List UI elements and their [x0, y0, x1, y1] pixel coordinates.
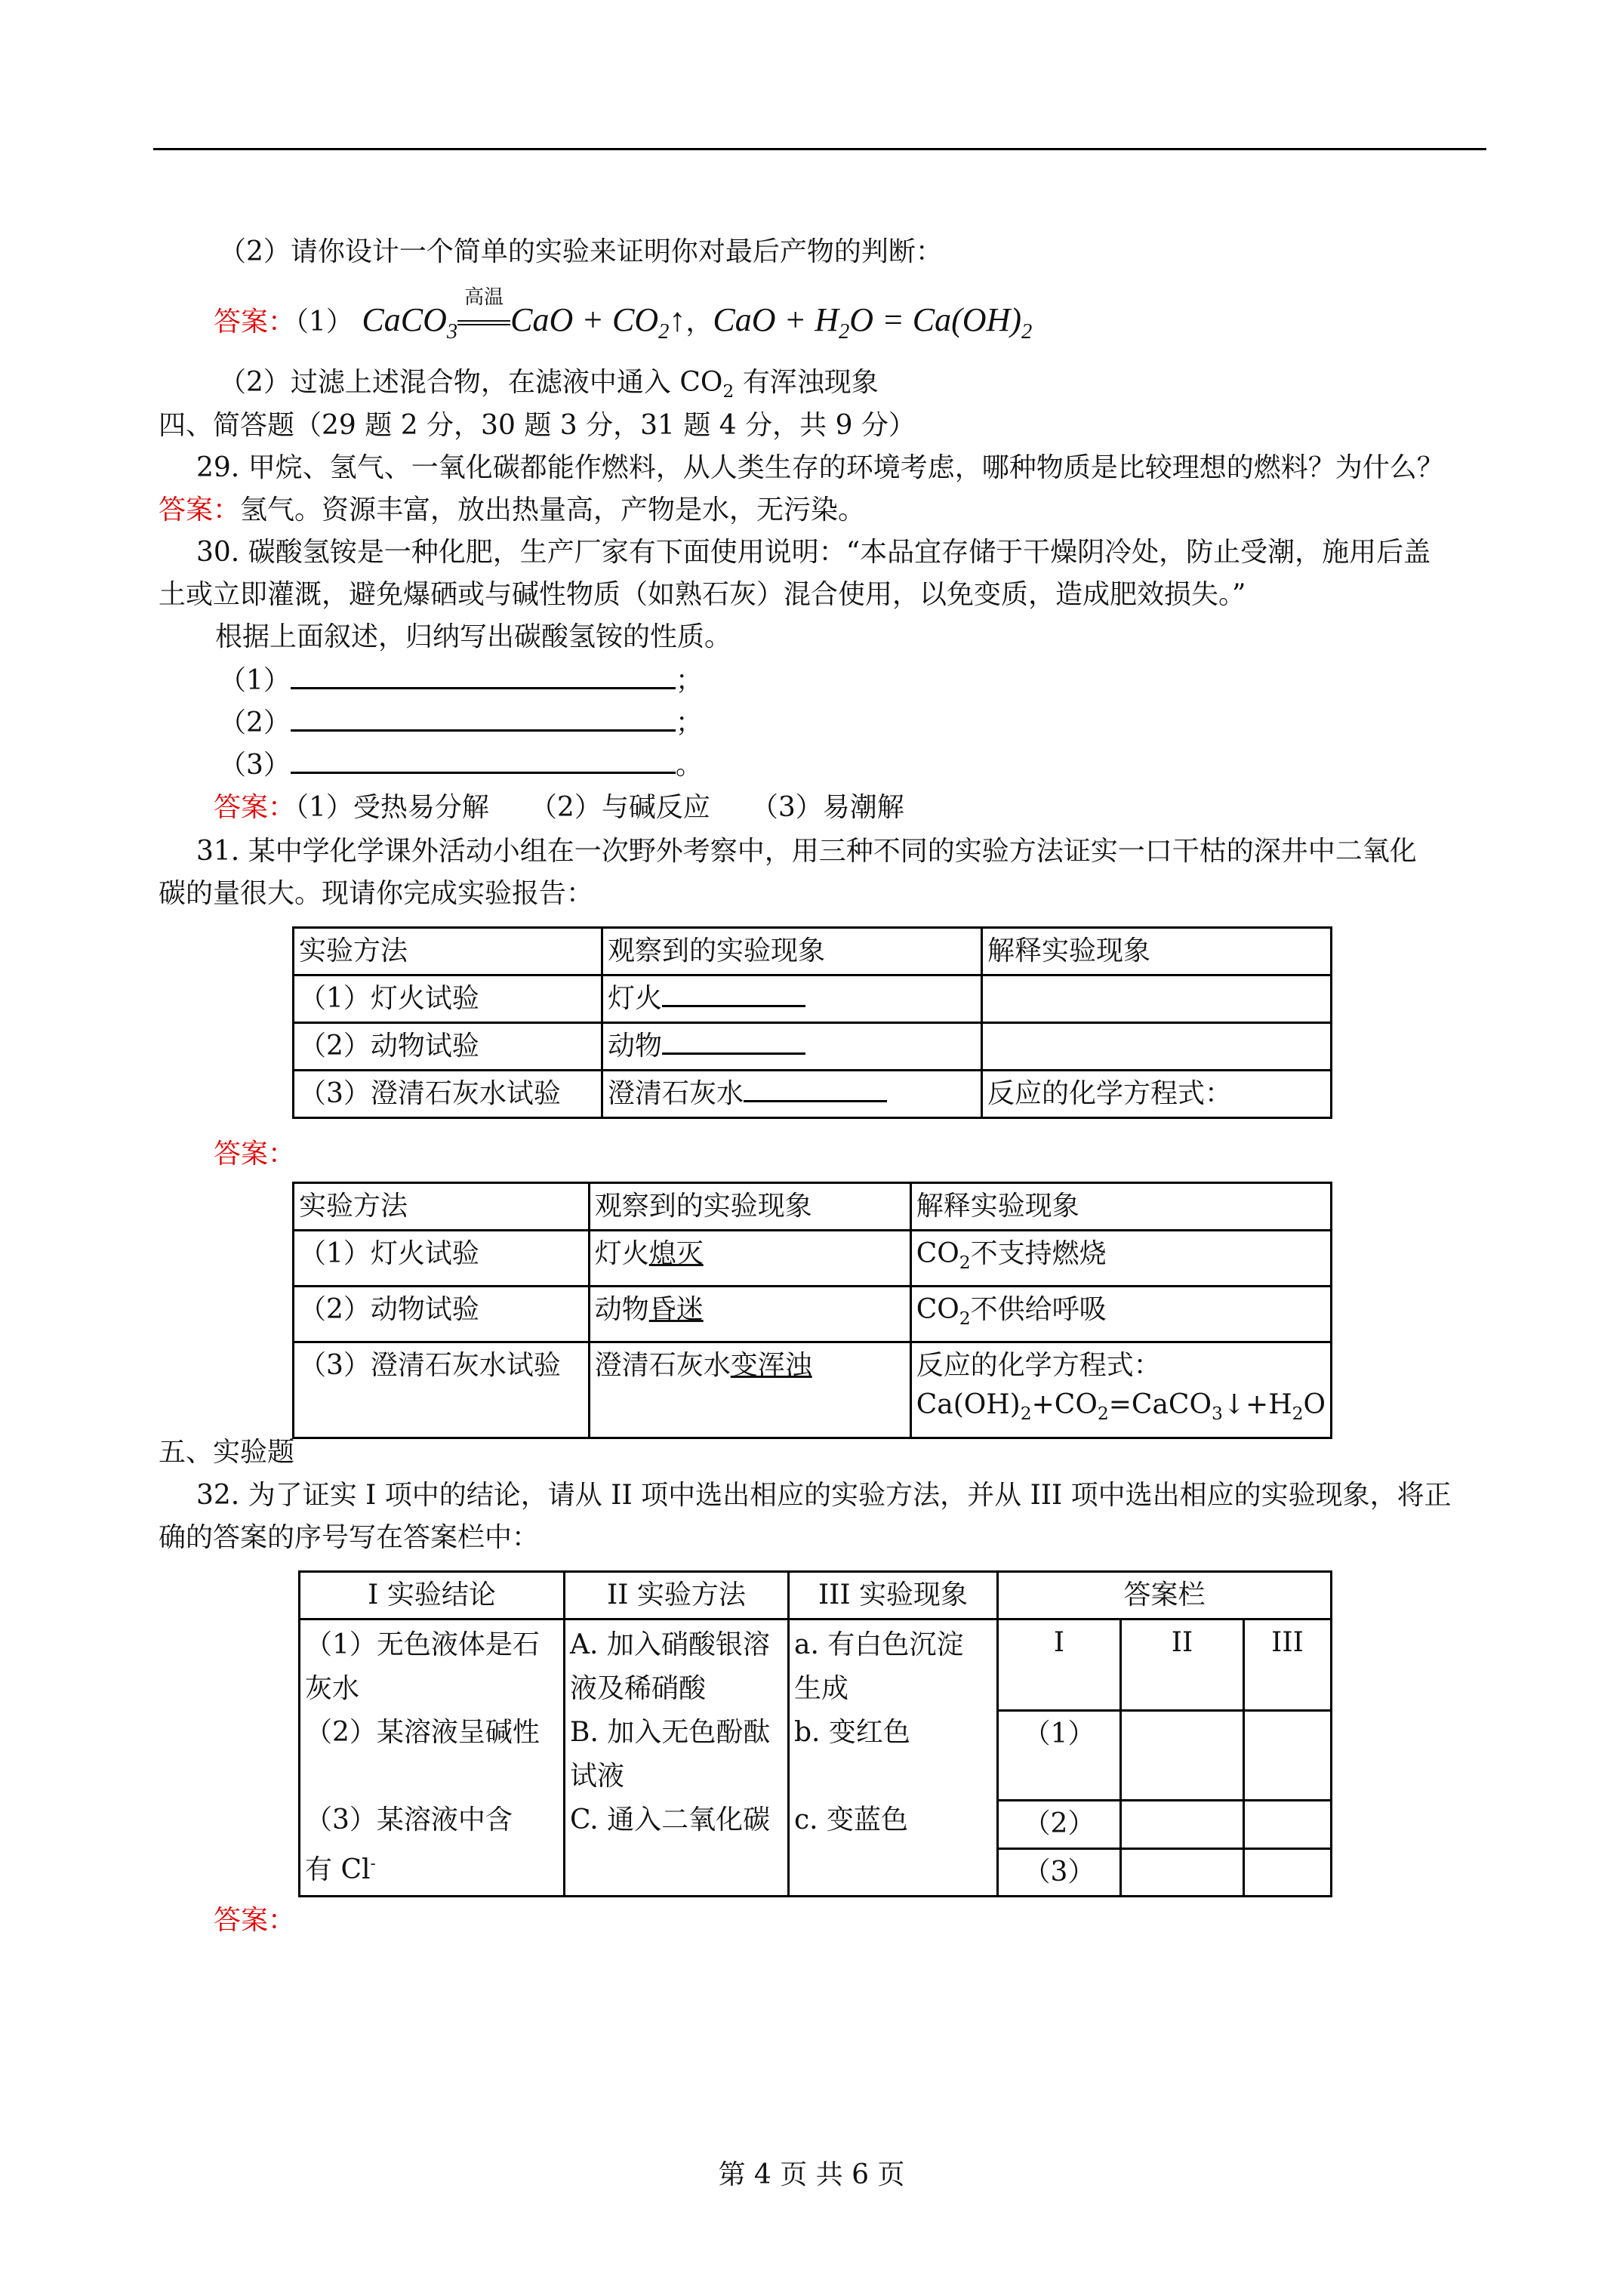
q31-ans-method: （2）动物试验: [294, 1287, 590, 1342]
q31-ans-explanation: $CO_2$不支持燃烧: [910, 1231, 1331, 1287]
q32-answer-row-2: （2）: [998, 1801, 1121, 1849]
q31-line1: 31. 某中学化学课外活动小组在一次野外考察中，用三种不同的实验方法证实一口干枯的深井中二氧化: [196, 836, 1417, 867]
q28-answer: 答案：（1） CaCO$_3$ 高温 CaO + $CO_2↑$，CaO + $H_2O = Ca(OH)_2$: [214, 286, 1033, 344]
q31-row-explanation: [982, 975, 1332, 1023]
q32-answer-cell[interactable]: [1121, 1711, 1244, 1801]
q32-answer-cell[interactable]: [1121, 1801, 1244, 1849]
q32-subheader-i: I: [998, 1620, 1121, 1711]
equation-2: CaO + $H_2O = Ca(OH)_2$: [713, 301, 1033, 344]
q28-part2: （2）请你设计一个简单的实验来证明你对最后产物的判断：: [219, 236, 943, 267]
q31-header-observation: 观察到的实验现象: [602, 928, 982, 975]
q32-answer-cell[interactable]: [1244, 1801, 1332, 1849]
q30-line1: 30. 碳酸氢铵是一种化肥，生产厂家有下面使用说明：“本品宜存储于干燥阴冷处，防止受潮，施用后盖: [196, 537, 1431, 568]
q32-answer-row-3: （3）: [998, 1848, 1121, 1897]
q30-answer: 答案：（1）受热易分解 （2）与碱反应 （3）易潮解: [214, 792, 904, 823]
q31-ans-observation: 灯火熄灭: [589, 1231, 910, 1287]
q32-header-phenomenon: III 实验现象: [789, 1572, 998, 1620]
q31-ans-method: （1）灯火试验: [294, 1231, 590, 1287]
q30-line3: 根据上面叙述，归纳写出碳酸氢铵的性质。: [215, 621, 732, 652]
q30-blank-3: （3） 。: [219, 750, 703, 781]
q31-header-method: 实验方法: [294, 928, 602, 975]
answer-label: 答案：: [214, 307, 296, 337]
q31-line2: 碳的量很大。现请你完成实验报告：: [159, 878, 594, 909]
q32-line2: 确的答案的序号写在答案栏中：: [159, 1522, 540, 1553]
q31-ans-explanation: $CO_2$不供给呼吸: [910, 1287, 1331, 1342]
q31-ans-equation: $Ca(OH)_2+CO_2=CaCO_3↓+H_2O$: [916, 1389, 1326, 1425]
q32-col-phenomena: a. 有白色沉淀 生成 b. 变红色 c. 变蓝色: [789, 1620, 998, 1897]
q32-answer-cell[interactable]: [1244, 1711, 1332, 1801]
q32-header-method: II 实验方法: [565, 1572, 789, 1620]
q31-ans-explanation: 反应的化学方程式： $Ca(OH)_2+CO_2=CaCO_3↓+H_2O$: [910, 1342, 1331, 1438]
q31-row-explanation: [982, 1023, 1332, 1071]
q31-ans-method: （3）澄清石灰水试验: [294, 1342, 590, 1438]
q32-answer-cell[interactable]: [1244, 1848, 1332, 1897]
q31-row-explanation: 反应的化学方程式：: [982, 1071, 1332, 1118]
q32-subheader-iii: III: [1244, 1620, 1332, 1711]
q32-line1: 32. 为了证实 I 项中的结论，请从 II 项中选出相应的实验方法，并从 III 项中选出相应的实验现象，将正: [196, 1480, 1452, 1511]
equation-1: CaCO$_3$ 高温 CaO + $CO_2↑$: [362, 286, 686, 344]
q29-text: 29. 甲烷、氢气、一氧化碳都能作燃料，从人类生存的环境考虑，哪种物质是比较理想的燃料？为什么？: [196, 452, 1444, 483]
q31-answer-table: [292, 1182, 1332, 1439]
q30-line2: 土或立即灌溉，避免爆硒或与碱性物质（如熟石灰）混合使用，以免变质，造成肥效损失。”: [159, 579, 1246, 610]
q30-blank-1: （1） ；: [219, 665, 703, 696]
q31-row-method: （1）灯火试验: [294, 975, 602, 1023]
q31-row-observation: 动物: [602, 1023, 982, 1071]
q31-ans-header-method: 实验方法: [294, 1183, 590, 1231]
q31-row-observation: 灯火: [602, 975, 982, 1023]
q32-answer-row-1: （1）: [998, 1711, 1121, 1801]
q30-blank-2: （2） ；: [219, 707, 703, 738]
q32-header-conclusion: I 实验结论: [300, 1572, 565, 1620]
q29-answer: 答案：氢气。资源丰富，放出热量高，产物是水，无污染。: [159, 495, 866, 525]
q31-row-method: （2）动物试验: [294, 1023, 602, 1071]
header-rule: [153, 148, 1486, 150]
q31-row-observation: 澄清石灰水: [602, 1071, 982, 1118]
q32-subheader-ii: II: [1121, 1620, 1244, 1711]
q32-table: [298, 1570, 1332, 1897]
page-footer: 第 4 页 共 6 页: [718, 2159, 905, 2190]
q32-answer-cell[interactable]: [1121, 1848, 1244, 1897]
q28-answer-2: （2）过滤上述混合物，在滤液中通入 $CO_2$ 有浑浊现象: [219, 367, 879, 402]
q32-header-answer: 答案栏: [998, 1572, 1332, 1620]
q31-ans-observation: 动物昏迷: [589, 1287, 910, 1342]
q32-col-conclusions: （1）无色液体是石 灰水 （2）某溶液呈碱性 （3）某溶液中含 有 Cl-: [300, 1620, 565, 1897]
q31-ans-header-explanation: 解释实验现象: [910, 1183, 1331, 1231]
q32-col-methods: A. 加入硝酸银溶 液及稀硝酸 B. 加入无色酚酞 试液 C. 通入二氧化碳: [565, 1620, 789, 1897]
section-5-title: 五、实验题: [159, 1437, 295, 1468]
q31-row-method: （3）澄清石灰水试验: [294, 1071, 602, 1118]
q31-ans-observation: 澄清石灰水变浑浊: [589, 1342, 910, 1438]
q31-table: [292, 926, 1332, 1119]
q31-ans-header-observation: 观察到的实验现象: [589, 1183, 910, 1231]
q32-answer-label: 答案：: [214, 1905, 296, 1936]
q31-header-explanation: 解释实验现象: [982, 928, 1332, 975]
section-4-title: 四、简答题（29 题 2 分，30 题 3 分，31 题 4 分，共 9 分）: [159, 410, 916, 441]
q31-answer-label: 答案：: [214, 1139, 296, 1170]
